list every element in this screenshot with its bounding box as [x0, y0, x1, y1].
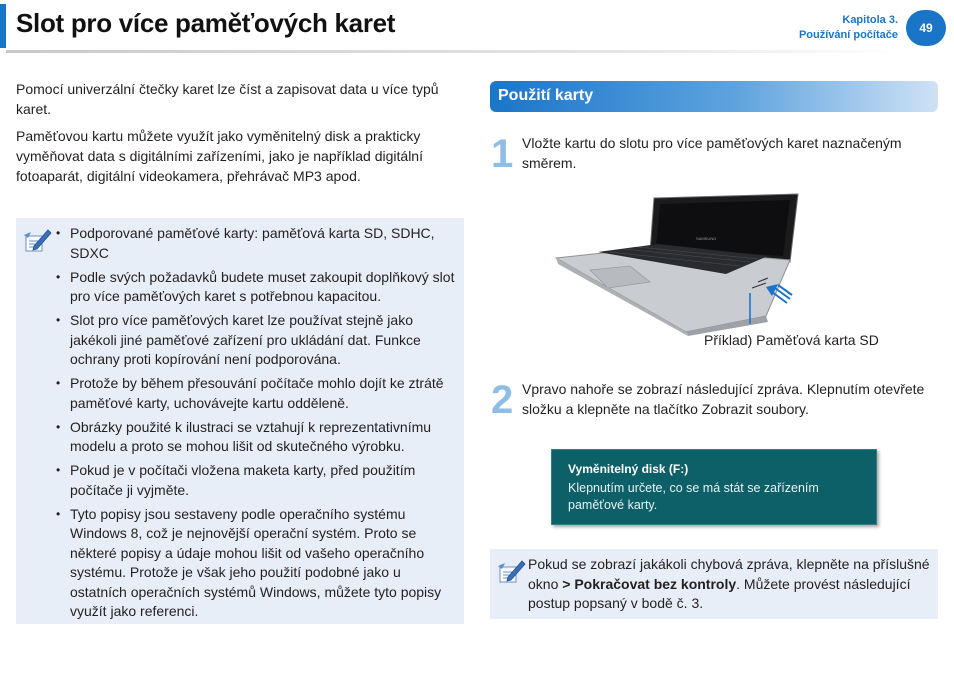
intro-paragraph: Paměťovou kartu můžete využít jako vyměnitelný disk a prakticky vyměňovat data s digitálními zařízeními, jako je například digitální fotoaparát, digitální videokamera, přehrávač MP3 apod. — [16, 128, 423, 184]
step-number: 2 — [491, 378, 514, 422]
list-item: • Podporované paměťové karty: paměťová karta SD, SDHC, SDXC — [70, 224, 456, 263]
chapter-subtitle: Používání počítače — [798, 29, 898, 41]
list-item: • Pokud je v počítači vložena maketa karty, před použitím počítače ji vyjměte. — [70, 461, 456, 500]
figure-caption: Příklad) Paměťová karta SD — [704, 332, 879, 348]
step-text: Vložte kartu do slotu pro více paměťových karet naznačeným směrem. — [522, 135, 902, 171]
page-number-badge: 49 — [906, 10, 946, 46]
page-header — [0, 0, 954, 56]
notification-message: Klepnutím určete, co se má stát se zařízením paměťové karty. — [568, 481, 819, 512]
note-list — [70, 224, 456, 626]
step-number: 1 — [491, 132, 514, 176]
laptop-illustration — [554, 190, 812, 336]
list-item: • Obrázky použité k ilustraci se vztahují k reprezentativnímu modelu a proto se mohou lišit od skutečného výrobku. — [70, 418, 456, 457]
chapter-number: Kapitola 3. — [842, 14, 898, 26]
step-text: Vpravo nahoře se zobrazí následující zpráva. Klepnutím otevřete složku a klepněte na tlačítko Zobrazit soubory. — [522, 381, 925, 417]
list-item: • Slot pro více paměťových karet lze používat stejně jako jakékoli jiné paměťové zařízení pro ukládání dat. Funkce ochrany proti kopírování není podporována. — [70, 311, 456, 370]
note-text-part: . Můžete provést následující postup popsaný v bodě č. 3. — [528, 575, 911, 611]
intro-paragraph: Pomocí univerzální čtečky karet lze číst a zapisovat data u více typů karet. — [16, 81, 439, 117]
note-pencil-icon — [496, 557, 526, 585]
list-item: • Podle svých požadavků budete muset zakoupit doplňkový slot pro více paměťových karet s potřebnou kapacitou. — [70, 268, 456, 307]
title-divider — [6, 50, 906, 53]
note-text-bold: > Pokračovat bez kontroly — [562, 575, 737, 592]
note-box — [16, 218, 464, 624]
intro-text — [16, 79, 466, 193]
autoplay-notification[interactable] — [551, 449, 877, 525]
notification-title: Vyměnitelný disk (F:) — [568, 462, 689, 476]
list-item: • Protože by během přesouvání počítače mohlo dojít ke ztrátě paměťové karty, uchovávejte kartu odděleně. — [70, 374, 456, 413]
note-pencil-icon — [22, 226, 52, 254]
note-text-part: Pokud se zobrazí jakákoli chybová zpráva, klepněte na příslušné okno — [528, 556, 930, 592]
list-item: • Tyto popisy jsou sestaveny podle operačního systému Windows 8, což je nejnovější operační systém. Proto se některé popisy a údaje mohou lišit od vašeho operačního systému. Protože je však jeho použití podobné jako u ostatních operačních systémů Windows, můžete tyto popisy využít jako referenci. — [70, 505, 456, 622]
laptop-brand: SAMSUNG — [696, 236, 717, 241]
chapter-label — [799, 13, 898, 43]
note-box — [490, 549, 938, 619]
section-header — [490, 81, 938, 112]
section-title: Použití karty — [498, 87, 594, 104]
note-text — [528, 555, 934, 614]
title-accent-bar — [0, 4, 6, 48]
page-title: Slot pro více paměťových karet — [16, 8, 396, 38]
